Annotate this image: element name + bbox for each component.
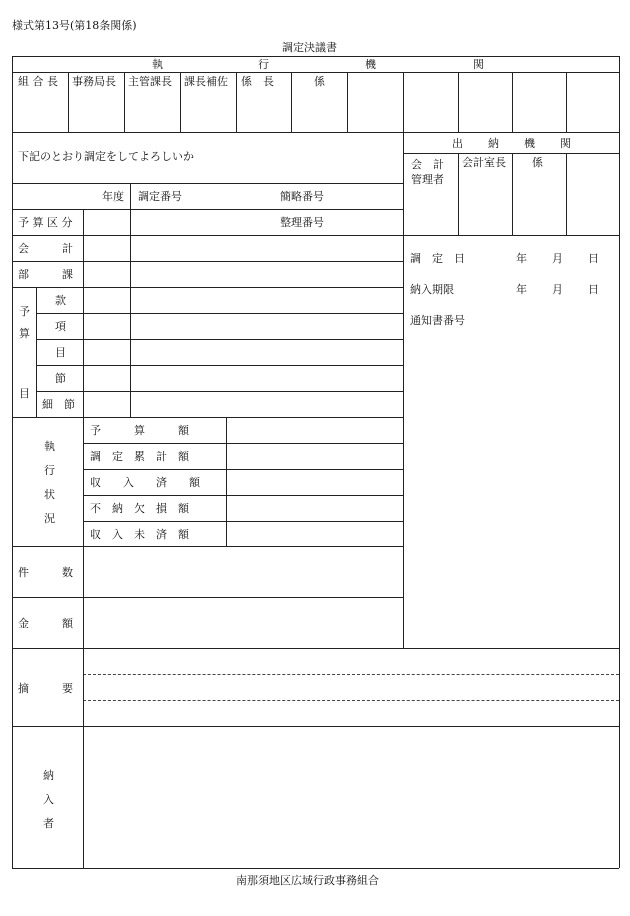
- rule-kensu: [12, 597, 403, 598]
- role-kakaricho: 係 長: [241, 75, 274, 88]
- moku-label: 目: [55, 346, 66, 359]
- yosan-kubun-label: 予 算 区 分: [18, 216, 73, 229]
- tekiyo-label: 摘 要: [18, 682, 73, 695]
- rule-left: [12, 56, 13, 868]
- rule-jokyo-col: [226, 417, 227, 546]
- rule-approval-col: [566, 72, 567, 132]
- suito-char: 関: [560, 137, 571, 150]
- jokyo-shunyu-misai: 収 入 未 済 額: [90, 528, 189, 541]
- form-number: 様式第13号(第18条関係): [12, 19, 137, 32]
- rule-kan: [36, 313, 403, 314]
- rule-kingaku: [12, 648, 619, 649]
- chotei-bi-label: 調 定 日: [410, 252, 465, 265]
- rule-kou: [36, 339, 403, 340]
- rule-setsu: [36, 391, 403, 392]
- nonyu-kigen-label: 納入期限: [410, 283, 454, 296]
- yosan-moku-char: 予: [19, 305, 30, 318]
- rule-numbers: [12, 209, 403, 210]
- role-kachohosa: 課長補佐: [184, 75, 228, 88]
- shikko-char: 行: [258, 58, 269, 71]
- rule-suito-header: [403, 153, 619, 154]
- role-jimukyokucho: 事務局長: [72, 75, 116, 88]
- rule-yosan-moku-col: [36, 287, 37, 417]
- kigen-tsuki: 月: [552, 283, 563, 296]
- suito-char: 機: [524, 137, 535, 150]
- saisetsu-label: 細 節: [42, 398, 75, 411]
- rule-jokyo-2: [83, 469, 403, 470]
- rule-suito-col: [512, 153, 513, 235]
- buka-label: 部 課: [18, 268, 73, 281]
- rule-moku: [36, 365, 403, 366]
- rule-buka: [12, 287, 403, 288]
- rule-tekiyo-dash-2: [83, 700, 619, 701]
- rule-approval-col: [180, 72, 181, 132]
- yosan-moku-char: 目: [19, 387, 30, 400]
- kaikei-label: 会 計: [18, 242, 73, 255]
- rule-suito-col: [566, 153, 567, 235]
- jokyo-shunyu-zumi: 収 入 済 額: [90, 476, 200, 489]
- jokyo-funo-kesson: 不 納 欠 損 額: [90, 502, 189, 515]
- jokyo-char: 行: [44, 464, 55, 477]
- chotei-bango-label: 調定番号: [138, 190, 182, 203]
- role-suito-kakari: 係: [532, 156, 543, 169]
- chotei-nen: 年: [516, 252, 527, 265]
- rule-tekiyo: [12, 726, 619, 727]
- role-kumiaicho: 組 合 長: [18, 75, 58, 88]
- suito-char: 出: [452, 137, 463, 150]
- jokyo-char: 況: [44, 512, 55, 525]
- yosan-moku-char: 算: [19, 327, 30, 340]
- role-kaikei-kanrisha: 会 計 管理者: [411, 158, 444, 187]
- role-shukankacho: 主管課長: [128, 75, 172, 88]
- jokyo-char: 状: [44, 488, 55, 501]
- rule-tekiyo-dash-1: [83, 674, 619, 675]
- setsu-label: 節: [55, 372, 66, 385]
- kensu-label: 件 数: [18, 566, 73, 579]
- rule-approval-col: [291, 72, 292, 132]
- rule-yosan-kubun: [12, 235, 619, 236]
- rule-saisetsu: [12, 417, 403, 418]
- rule-code-col: [130, 183, 131, 417]
- jokyo-chotei-ruikei: 調 定 累 計 額: [90, 450, 189, 463]
- shikko-char: 機: [365, 58, 376, 71]
- rule-jokyo-bottom: [12, 546, 403, 547]
- seiri-bango-label: 整理番号: [280, 216, 324, 229]
- kigen-hi: 日: [588, 283, 599, 296]
- rule-label-col: [83, 209, 84, 417]
- rule-jokyo-3: [83, 495, 403, 496]
- kigen-nen: 年: [516, 283, 527, 296]
- rule-approval-col: [512, 72, 513, 132]
- rule-top: [12, 56, 619, 57]
- kanryaku-bango-label: 簡略番号: [280, 190, 324, 203]
- instruction-text: 下記のとおり調定をしてよろしいか: [18, 150, 194, 163]
- shikko-char: 執: [152, 58, 163, 71]
- rule-right: [619, 56, 620, 868]
- role-kakari: 係: [314, 75, 325, 88]
- rule-label-col-lower: [83, 417, 84, 868]
- chotei-hi: 日: [588, 252, 599, 265]
- jokyo-char: 執: [44, 440, 55, 453]
- suito-char: 納: [488, 137, 499, 150]
- jokyo-yosangaku: 予 算 額: [90, 424, 189, 437]
- rule-instruction-bottom: [12, 183, 403, 184]
- rule-approval-col: [458, 72, 459, 132]
- rule-approval-col: [68, 72, 69, 132]
- rule-approval-col: [347, 72, 348, 132]
- kan-label: 款: [55, 294, 66, 307]
- shikko-char: 関: [473, 58, 484, 71]
- nendo-label: 年度: [102, 190, 124, 203]
- rule-jokyo-1: [83, 443, 403, 444]
- kou-label: 項: [55, 320, 66, 333]
- nonyusha-char: 入: [43, 793, 54, 806]
- rule-suito-col: [458, 153, 459, 235]
- rule-approval-col: [236, 72, 237, 132]
- organization-name: 南那須地区広域行政事務組合: [236, 874, 379, 887]
- rule-middle: [403, 72, 404, 648]
- rule-jokyo-4: [83, 521, 403, 522]
- chotei-tsuki: 月: [552, 252, 563, 265]
- rule-shikko-header: [12, 72, 619, 73]
- rule-bottom: [12, 868, 619, 869]
- document-title: 調定決議書: [282, 41, 337, 54]
- rule-approvals-bottom: [12, 132, 619, 133]
- rule-kaikei: [12, 261, 403, 262]
- nonyusha-char: 納: [43, 769, 54, 782]
- tsuchisho-bango-label: 通知書番号: [410, 314, 465, 327]
- rule-approval-col: [124, 72, 125, 132]
- kingaku-label: 金 額: [18, 617, 73, 630]
- nonyusha-char: 者: [43, 817, 54, 830]
- role-kaikei-shitsucho: 会計室長: [462, 156, 506, 169]
